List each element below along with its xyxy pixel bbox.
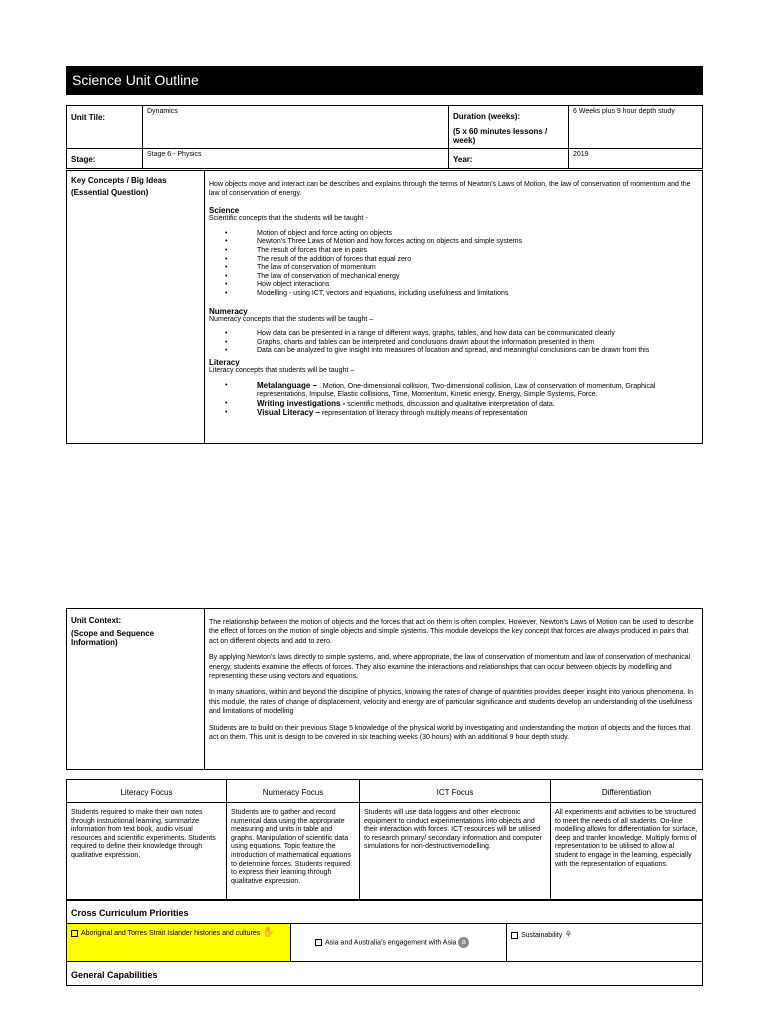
essential-question-label: (Essential Question) xyxy=(71,187,149,197)
key-concepts-content-cell xyxy=(205,171,703,444)
stage-label: Stage: xyxy=(71,154,96,164)
scope-sequence-label: (Scope and Sequence Information) xyxy=(71,628,155,648)
numeracy-intro: Numeracy concepts that the students will be taught – xyxy=(209,315,374,323)
unit-title-label-cell xyxy=(67,106,143,149)
year-label: Year: xyxy=(453,154,473,164)
cross-curriculum-heading-cell xyxy=(67,900,703,924)
unit-context-label-cell xyxy=(67,609,205,770)
ict-focus-header: ICT Focus xyxy=(360,780,551,803)
literacy-text: . Motion, One-dimensional collision, Two-dimensional collision, Law of conservation of momentum, Graphical representations, Impulse, Elastic collisions, Time, Momentum, Kinetic energy, Energy, Simple Systems, Force. xyxy=(257,382,656,399)
asia-priority-label: Asia and Australia’s engagement with Asia xyxy=(325,939,457,947)
numeracy-focus-cell: Students are to gather and record numerical data using the appropriate measuring and units in table and graphs. Manipulation of scientific data using equations. Topic feature the introduction of mathematical equations to determine forces. Students required to express their learning through qualitative expression. xyxy=(227,803,360,901)
year-value: 2019 xyxy=(573,150,589,158)
general-capabilities-heading: General Capabilities xyxy=(71,969,158,980)
context-paragraph: The relationship between the motion of objects and the forces that act on them is often complex. However, Newton’s Laws of Motion can be used to describe the effect of forces on the motion of single objects and simple systems. This module develops the key concept that forces are always produced in pairs that act on different objects and add to zero. xyxy=(209,619,694,645)
unit-title-label: Unit Tile: xyxy=(71,113,106,122)
checkbox[interactable] xyxy=(71,930,78,937)
differentiation-header: Differentiation xyxy=(551,780,703,803)
literacy-text: scientific methods, discussion and qualitative interpretation of data. xyxy=(347,400,555,408)
numeracy-focus-header: Numeracy Focus xyxy=(227,780,360,803)
general-capabilities-heading-cell xyxy=(67,962,703,986)
hand-icon: ✋ xyxy=(262,927,275,938)
science-heading: Science xyxy=(209,206,240,216)
literacy-term: Visual Literacy – xyxy=(257,408,320,418)
numeracy-list xyxy=(209,330,698,356)
list-item xyxy=(209,382,698,400)
list-item xyxy=(209,409,698,419)
list-item: • The law of conservation of momentum xyxy=(209,264,698,273)
literacy-term: Metalanguage – xyxy=(257,380,318,390)
differentiation-cell: All experiments and activities to be structured to meet the needs of all students. On-line modelling allows for differentiation for surface, deep and tranfer knowledge. Multiply forms of representation to be utilised to allow al student to engage in the learning, especially with the representation of equations. xyxy=(551,803,703,901)
science-list xyxy=(209,230,698,299)
leaf-icon: ⚘ xyxy=(564,929,573,939)
key-concepts-table xyxy=(66,170,703,444)
asia-badge-icon: a xyxy=(458,937,469,948)
unit-context-label: Unit Context: xyxy=(71,616,122,625)
literacy-intro: Literacy concepts that students will be taught – xyxy=(209,366,355,374)
list-item: • Data can be analyzed to give insight into measures of location and spread, and meaningful conclusions can be drawn from this xyxy=(209,347,698,356)
duration-value-cell xyxy=(569,106,703,149)
list-item: • The result of forces that are in pairs xyxy=(209,247,698,256)
stage-value: Stage 6 - Physics xyxy=(147,150,202,158)
stage-value-cell xyxy=(143,148,449,168)
unit-title-value-cell xyxy=(143,106,449,149)
unit-context-content-cell xyxy=(205,609,703,770)
sustainability-label: Sustainability xyxy=(521,932,563,939)
literacy-term: Writing investigations - xyxy=(257,398,346,408)
checkbox[interactable] xyxy=(315,939,322,946)
duration-label-cell xyxy=(449,106,569,149)
atsi-priority-label: Aboriginal and Torres Strait Islander histories and cultures xyxy=(81,930,261,937)
page-title: Science Unit Outline xyxy=(66,66,703,95)
list-item: • The law of conservation of mechanical energy xyxy=(209,273,698,282)
literacy-list xyxy=(209,382,698,419)
stage-label-cell xyxy=(67,148,143,168)
list-item: • Newton’s Three Laws of Motion and how forces acting on objects and simple systems xyxy=(209,238,698,247)
list-item: • Graphs, charts and tables can be interpreted and conclusions drawn about the information presented in them xyxy=(209,339,698,348)
duration-sub: (5 x 60 minutes lessons / week) xyxy=(453,126,548,146)
list-item: • Motion of object and force acting on objects xyxy=(209,230,698,239)
key-concepts-label-cell xyxy=(67,171,205,444)
list-item: • Modelling - using ICT, vectors and equations, including usefulness and limitations xyxy=(209,290,698,299)
ict-focus-cell: Students will use data loggers and other electronic equipment to cinduct experimentations into objects and their interaction with forces. ICT resources will be utilised to research primary/ secondary information and computer simulations for non-destructivemodelling. xyxy=(360,803,551,901)
unit-context-table xyxy=(66,608,703,770)
sustainability-priority-cell xyxy=(507,924,703,962)
list-item: • How object interactions xyxy=(209,281,698,290)
literacy-heading: Literacy xyxy=(209,357,240,367)
unit-info-table xyxy=(66,105,703,169)
context-paragraph: Students are to build on their previous Stage 5 knowledge of the physical world by investigating and understanding the motion of objects and the forces that act on them. This unit is design to be covered in six teaching weeks (30 hours) with an additional 9 hour depth study. xyxy=(209,724,691,742)
duration-value: 6 Weeks plus 9 hour depth study xyxy=(573,108,675,115)
checkbox[interactable] xyxy=(511,932,518,939)
key-concepts-intro: How objects move and interact can be describes and explains through the terms of Newton’s Laws of Motion, the law of conservation of momentum and the law of conservation of energy. xyxy=(209,181,691,197)
numeracy-heading: Numeracy xyxy=(209,306,248,316)
cross-curriculum-heading: Cross Curriculum Priorities xyxy=(71,907,189,918)
science-intro: Scientific concepts that the students will be taught - xyxy=(209,215,368,223)
key-concepts-label: Key Concepts / Big Ideas xyxy=(71,176,167,185)
literacy-text: representation of literacy through multiply means of representation xyxy=(321,410,528,418)
duration-label: Duration (weeks): xyxy=(453,112,521,121)
list-item: • How data can be presented in a range of different ways, graphs, tables, and how data can be communicated clearly xyxy=(209,330,698,339)
list-item: • The result of the addition of forces that equal zero xyxy=(209,256,698,265)
literacy-focus-cell: Students required to make their own notes through instructional learning, summarize information from text book, audio visual resources and scientific experiments. Students required to define their knowledge through qualitative expression. xyxy=(67,803,227,901)
asia-priority-cell xyxy=(291,924,507,962)
year-value-cell xyxy=(569,148,703,168)
atsi-priority-cell xyxy=(67,924,291,962)
literacy-focus-header: Literacy Focus xyxy=(67,780,227,803)
context-paragraph: By applying Newton’s laws directly to simple systems, and, where appropriate, the law of conservation of momentum and law of conservation of mechanical energy, students examine the effects of forces. They also examine the interactions and relationships that can occur between objects by modelling and representing these using vectors and equations. xyxy=(209,654,691,681)
focus-table xyxy=(66,779,703,901)
cross-curriculum-table xyxy=(66,899,703,986)
context-paragraph: In many situations, within and beyond the discipline of physics, knowing the rates of change of quantities provides deeper insight into various phenomena. In this module, the rates of change of displacement, velocity and energy are of particular significance and students develop an understanding of the usefulness and limitations of modelling xyxy=(209,689,694,716)
unit-title-value: Dynamics xyxy=(147,108,178,115)
year-label-cell xyxy=(449,148,569,168)
